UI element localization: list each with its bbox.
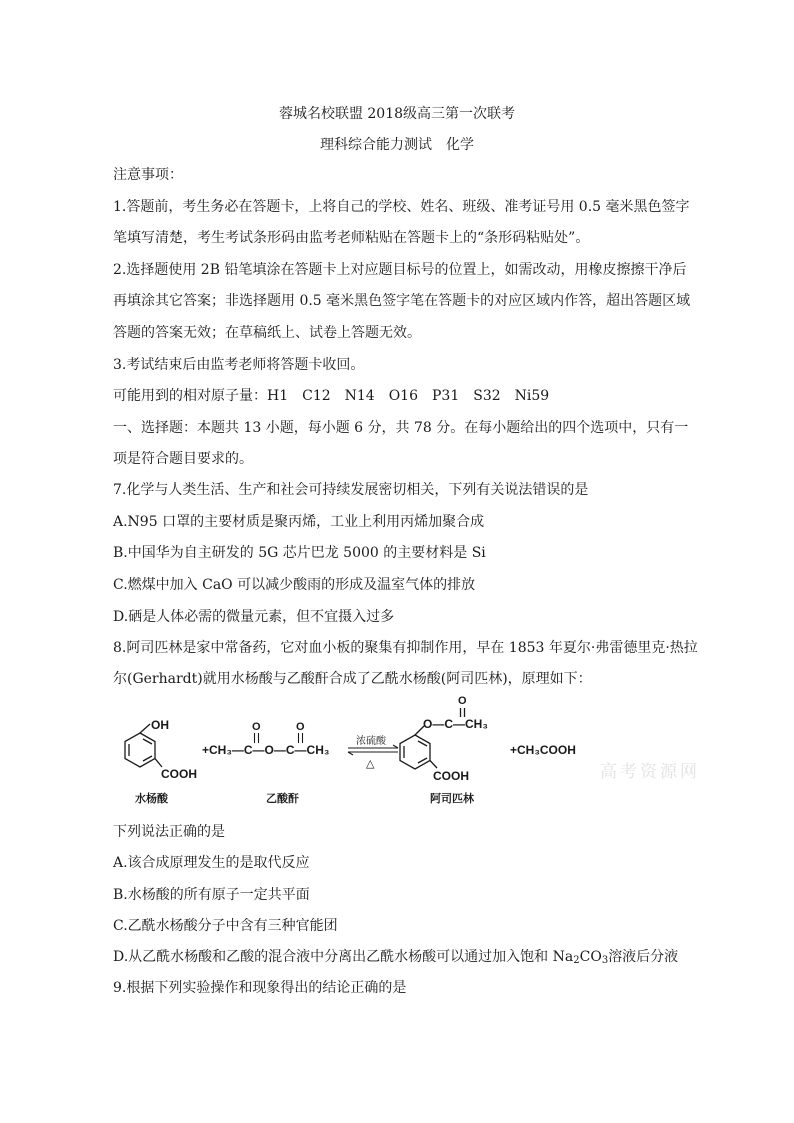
notice-item-2-line-2: 再填涂其它答案；非选择题用 0.5 毫米黑色签字笔在答题卡的对应区域内作答，超出答题区域 bbox=[113, 293, 691, 309]
heat-symbol: △ bbox=[366, 758, 375, 770]
question-7-option-a: A.N95 口罩的主要材质是聚丙烯，工业上利用丙烯加聚合成 bbox=[113, 514, 485, 530]
label-acetic-anhydride: 乙酸酐 bbox=[266, 793, 299, 805]
label-aspirin: 阿司匹林 bbox=[430, 793, 474, 805]
aspirin-carbonyl-o: O bbox=[458, 695, 467, 707]
exam-subtitle: 理科综合能力测试 化学 bbox=[320, 137, 474, 153]
option-d-text-end: 溶液后分液 bbox=[608, 949, 679, 965]
notice-item-1-line-1: 1.答题前，考生务必在答题卡，上将自己的学校、姓名、班级、准考证号用 0.5 毫米黑色签字 bbox=[113, 199, 690, 215]
question-8-stem-line-2: 尔(Gerhardt)就用水杨酸与乙酸酐合成了乙酰水杨酸(阿司匹林)，原理如下： bbox=[113, 671, 592, 687]
notice-item-1-line-2: 笔填写清楚，考生考试条形码由监考老师粘贴在答题卡上的“条形码粘贴处”。 bbox=[113, 230, 590, 246]
watermark: 高考资源网 bbox=[600, 762, 700, 782]
section-1-line-2: 项是符合题目要求的。 bbox=[113, 451, 253, 467]
reaction-scheme bbox=[110, 688, 700, 808]
question-8-option-d bbox=[113, 946, 678, 966]
acetic-anhydride-formula: +CH₃—C—O—C—CH₃ bbox=[202, 743, 330, 757]
question-8-ask: 下列说法正确的是 bbox=[113, 824, 225, 840]
question-8-stem-line-1: 8.阿司匹林是家中常备药，它对血小板的聚集有抑制作用，早在 1853 年夏尔·弗雷德里克·热拉 bbox=[113, 640, 698, 656]
question-7-option-d: D.硒是人体必需的微量元素，但不宜摄入过多 bbox=[113, 609, 395, 625]
anhydride-carbonyl-o-1: O bbox=[252, 721, 261, 733]
aspirin-ester-group: O—C—CH₃ bbox=[423, 717, 488, 731]
question-8-option-b: B.水杨酸的所有原子一定共平面 bbox=[113, 887, 310, 903]
question-8-option-c: C.乙酰水杨酸分子中含有三种官能团 bbox=[113, 918, 338, 934]
aspirin-cooh-label: COOH bbox=[433, 769, 469, 783]
question-8-option-a: A.该合成原理发生的是取代反应 bbox=[113, 855, 310, 871]
na-subscript: 2 bbox=[573, 955, 580, 966]
question-7-option-b: B.中国华为自主研发的 5G 芯片巴龙 5000 的主要材料是 Si bbox=[113, 545, 486, 561]
notice-item-2-line-3: 答题的答案无效；在草稿纸上、试卷上答题无效。 bbox=[113, 325, 421, 341]
salicylic-cooh-label: COOH bbox=[161, 767, 197, 781]
question-7-stem: 7.化学与人类生活、生产和社会可持续发展密切相关，下列有关说法错误的是 bbox=[113, 482, 589, 498]
relative-atomic-masses: 可能用到的相对原子量：H1 C12 N14 O16 P31 S32 Ni59 bbox=[113, 388, 550, 404]
option-d-text-start: D.从乙酰水杨酸和乙酸的混合液中分离出乙酰水杨酸可以通过加入饱和 Na bbox=[113, 949, 574, 965]
co-subscript: 3 bbox=[601, 955, 609, 966]
acetic-acid-product: +CH₃COOH bbox=[510, 743, 576, 757]
notice-heading: 注意事项： bbox=[113, 167, 183, 183]
section-1-line-1: 一、选择题：本题共 13 小题，每小题 6 分，共 78 分。在每小题给出的四个选项中，只有一 bbox=[113, 420, 689, 436]
anhydride-double-bonds bbox=[255, 733, 303, 743]
question-7-option-c: C.燃煤中加入 CaO 可以减少酸雨的形成及温室气体的排放 bbox=[113, 577, 476, 593]
question-9-stem: 9.根据下列实验操作和现象得出的结论正确的是 bbox=[113, 980, 407, 996]
catalyst-label: 浓硫酸 bbox=[356, 736, 386, 747]
salicylic-oh-label: OH bbox=[151, 718, 169, 732]
notice-item-2-line-1: 2.选择题使用 2B 铅笔填涂在答题卡上对应题目标号的位置上，如需改动，用橡皮擦擦干净后 bbox=[113, 262, 687, 278]
anhydride-carbonyl-o-2: O bbox=[296, 721, 305, 733]
label-salicylic-acid: 水杨酸 bbox=[135, 793, 168, 805]
option-d-co: CO bbox=[579, 949, 602, 965]
exam-title: 蓉城名校联盟 2018级高三第一次联考 bbox=[278, 106, 516, 122]
notice-item-3: 3.考试结束后由监考老师将答题卡收回。 bbox=[113, 357, 365, 373]
